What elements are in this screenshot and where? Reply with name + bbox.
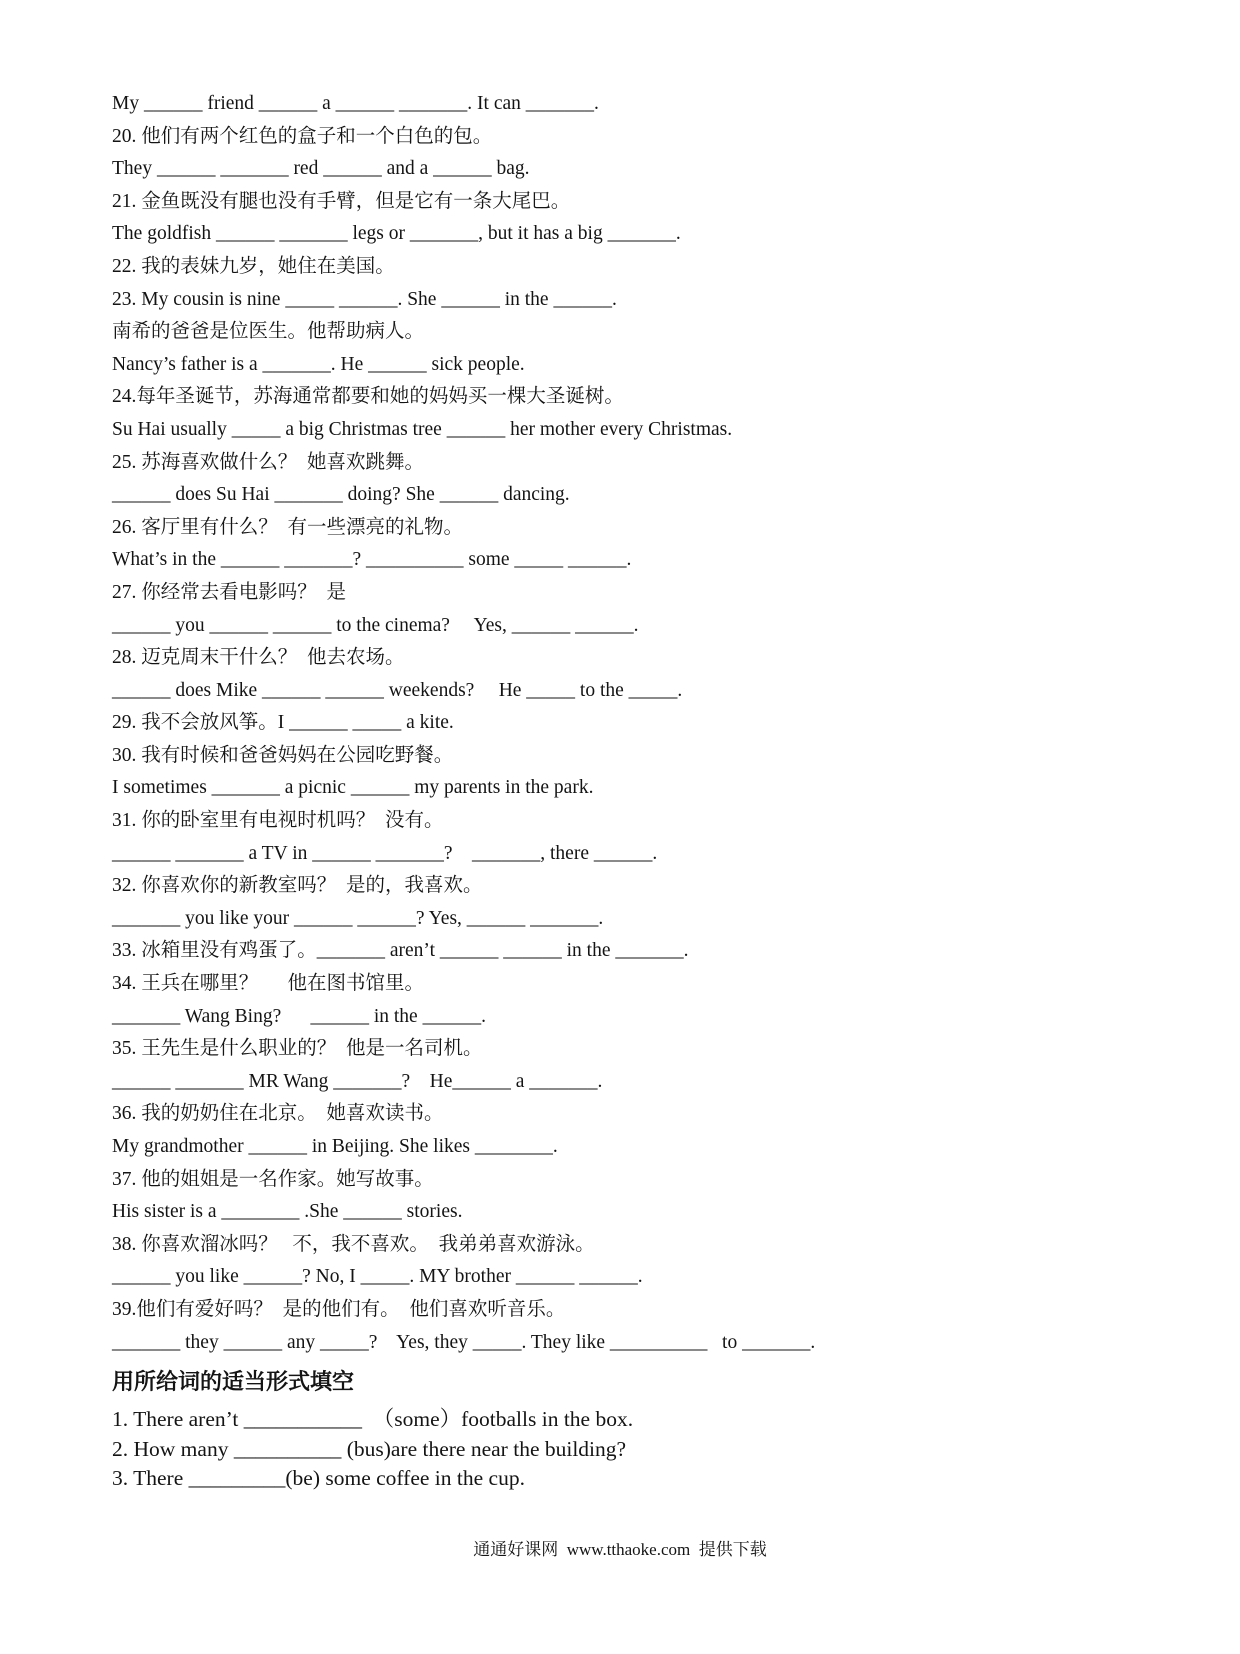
worksheet-line: 36. 我的奶奶住在北京。 她喜欢读书。 <box>112 1103 444 1125</box>
worksheet-line: 25. 苏海喜欢做什么？ 她喜欢跳舞。 <box>112 451 425 473</box>
worksheet-line: 39.他们有爱好吗？ 是的他们有。 他们喜欢听音乐。 <box>112 1298 566 1320</box>
worksheet-line: 33. 冰箱里没有鸡蛋了。_______ aren’t ______ ______ in the _______. <box>112 940 689 962</box>
worksheet-line: What’s in the ______ _______? __________ some _____ ______. <box>112 549 632 571</box>
worksheet-line: ______ does Su Hai _______ doing? She ______ dancing. <box>112 484 570 506</box>
worksheet-line: 35. 王先生是什么职业的？ 他是一名司机。 <box>112 1038 483 1060</box>
worksheet-line: 28. 迈克周末干什么？ 他去农场。 <box>112 647 405 669</box>
worksheet-line: Nancy’s father is a _______. He ______ sick people. <box>112 353 525 375</box>
worksheet-line: ______ _______ a TV in ______ _______? _______, there ______. <box>112 842 658 864</box>
worksheet-line: 24.每年圣诞节，苏海通常都要和她的妈妈买一棵大圣诞树。 <box>112 386 624 408</box>
exercise-line: 2. How many __________ (bus)are there near the building? <box>112 1436 627 1461</box>
worksheet-line: ______ you like ______? No, I _____. MY brother ______ ______. <box>112 1266 643 1288</box>
worksheet-line: 32. 你喜欢你的新教室吗？ 是的，我喜欢。 <box>112 875 483 897</box>
worksheet-line: His sister is a ________ .She ______ stories. <box>112 1201 463 1223</box>
worksheet-line: My ______ friend ______ a ______ _______. It can _______. <box>112 93 599 114</box>
worksheet-line: 20. 他们有两个红色的盒子和一个白色的包。 <box>112 125 493 147</box>
worksheet-line: 38. 你喜欢溜冰吗？ 不，我不喜欢。 我弟弟喜欢游泳。 <box>112 1233 595 1255</box>
page-footer: 通通好课网 www.tthaoke.com 提供下载 <box>473 1540 767 1559</box>
worksheet-line: _______ they ______ any _____? Yes, they _____. They like __________ to _______. <box>112 1331 816 1353</box>
worksheet-line: 26. 客厅里有什么？ 有一些漂亮的礼物。 <box>112 516 464 538</box>
worksheet-line: 南希的爸爸是位医生。他帮助病人。 <box>112 321 425 343</box>
worksheet-line: ______ does Mike ______ ______ weekends? He _____ to the _____. <box>112 679 683 701</box>
worksheet-line: I sometimes _______ a picnic ______ my parents in the park. <box>112 777 594 799</box>
worksheet-line: Su Hai usually _____ a big Christmas tree ______ her mother every Christmas. <box>112 418 733 440</box>
worksheet-line: The goldfish ______ _______ legs or _______, but it has a big _______. <box>112 223 681 245</box>
worksheet-line: 31. 你的卧室里有电视时机吗？ 没有。 <box>112 810 444 832</box>
exercise-line: 3. There _________(be) some coffee in the cup. <box>112 1466 525 1491</box>
worksheet-line: _______ you like your ______ ______? Yes, ______ _______. <box>112 907 604 929</box>
worksheet-line: 29. 我不会放风筝。I ______ _____ a kite. <box>112 712 454 734</box>
worksheet-body <box>112 88 1132 1494</box>
worksheet-line: 21. 金鱼既没有腿也没有手臂，但是它有一条大尾巴。 <box>112 190 571 212</box>
worksheet-line: 22. 我的表妹九岁，她住在美国。 <box>112 255 395 277</box>
worksheet-line: 37. 他的姐姐是一名作家。她写故事。 <box>112 1168 434 1190</box>
section-title: 用所给词的适当形式填空 <box>112 1370 355 1396</box>
worksheet-line: 34. 王兵在哪里？ 他在图书馆里。 <box>112 973 425 995</box>
worksheet-line: ______ _______ MR Wang _______? He______ a _______. <box>112 1070 603 1092</box>
worksheet-line: 30. 我有时候和爸爸妈妈在公园吃野餐。 <box>112 744 454 766</box>
worksheet-line: ______ you ______ ______ to the cinema? Yes, ______ ______. <box>112 614 639 636</box>
worksheet-line: 27. 你经常去看电影吗？ 是 <box>112 581 347 603</box>
worksheet-line: They ______ _______ red ______ and a ______ bag. <box>112 158 530 180</box>
worksheet-line: My grandmother ______ in Beijing. She likes ________. <box>112 1136 558 1157</box>
worksheet-line: 23. My cousin is nine _____ ______. She ______ in the ______. <box>112 288 617 310</box>
worksheet-line: _______ Wang Bing? ______ in the ______. <box>112 1005 486 1027</box>
exercise-line: 1. There aren’t ___________ （some）footballs in the box. <box>112 1407 634 1432</box>
